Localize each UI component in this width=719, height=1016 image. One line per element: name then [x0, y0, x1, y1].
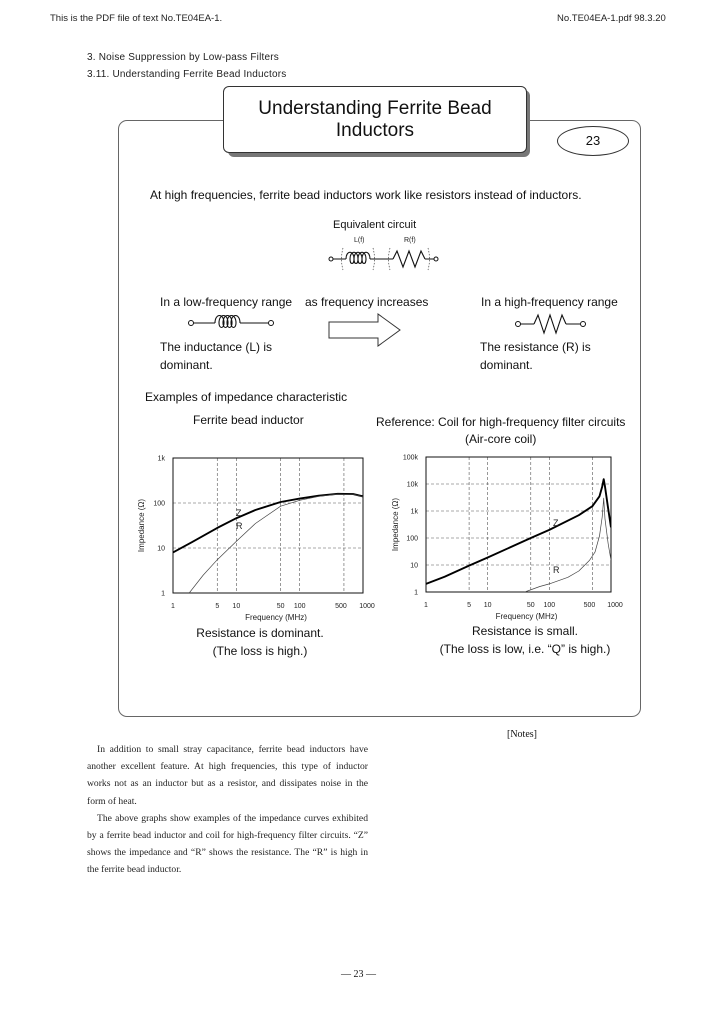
- x-tick-label: 500: [583, 602, 596, 609]
- left-conclusion-2: (The loss is high.): [212, 644, 308, 658]
- x-tick-label: 50: [276, 603, 285, 610]
- examples-label: Examples of impedance characteristic: [145, 390, 348, 404]
- y-tick-label: 100: [153, 500, 165, 508]
- series-z-line: [426, 479, 611, 584]
- intro-text: At high frequencies, ferrite bead inductors work like resistors instead of inductors.: [150, 188, 582, 202]
- chapter-heading: 3. Noise Suppression by Low-pass Filters: [87, 52, 279, 63]
- x-tick-label: 5: [467, 602, 472, 609]
- equiv-r-label: R(f): [404, 237, 416, 244]
- right-conclusion-2: (The loss is low, i.e. “Q” is high.): [439, 642, 611, 656]
- equiv-circuit-diagram: [325, 232, 445, 272]
- y-tick-label: 10: [410, 562, 418, 570]
- body-text: [87, 741, 368, 879]
- y-tick-label: 1k: [157, 455, 165, 463]
- equiv-terminal-left: [329, 257, 333, 261]
- series-z-label: Z: [236, 508, 242, 518]
- y-tick-label: 1: [414, 589, 418, 597]
- x-tick-label: 1000: [359, 603, 375, 610]
- low-range-label: In a low-frequency range: [160, 295, 293, 309]
- y-tick-label: 10k: [406, 481, 418, 489]
- y-tick-label: 10: [157, 545, 165, 553]
- series-r-line: [525, 498, 611, 592]
- low-desc-line1: The inductance (L) is: [160, 340, 273, 354]
- x-tick-label: 10: [232, 603, 241, 610]
- x-tick-label: 5: [215, 603, 220, 610]
- notes-label: [Notes]: [507, 729, 537, 740]
- x-tick-label: 50: [526, 602, 535, 609]
- y-tick-label: 100: [406, 535, 418, 543]
- y-tick-label: 1k: [410, 508, 418, 516]
- series-r-line: [189, 494, 363, 593]
- right-conclusion-1: Resistance is small.: [471, 624, 579, 638]
- series-r-label: R: [553, 565, 560, 575]
- x-tick-label: 100: [543, 602, 556, 609]
- x-tick-label: 1: [424, 602, 428, 609]
- ferrite-chart-caption: Ferrite bead inductor: [193, 413, 304, 427]
- series-z-label: Z: [553, 518, 559, 528]
- header-right: No.TE04EA-1.pdf 98.3.20: [557, 13, 666, 24]
- slide-title: [223, 86, 527, 153]
- slide-title-line1: Understanding Ferrite Bead: [258, 97, 492, 119]
- equiv-l-label: L(f): [354, 237, 365, 244]
- page-footer: — 23 —: [341, 969, 376, 980]
- x-tick-label: 100: [293, 603, 306, 610]
- x-tick-label: 1: [171, 603, 175, 610]
- aircore-impedance-chart: [385, 445, 630, 625]
- x-axis-label: Frequency (MHz): [495, 612, 558, 621]
- y-axis-label: Impedance (Ω): [391, 497, 400, 552]
- body-paragraph-1: In addition to small stray capacitance, ferrite bead inductors have another excellent feature. At high frequencies, this type of inductor works not as an inductor but as a resistor, and dissipates noise in the form of heat.: [87, 744, 368, 807]
- ferrite-impedance-chart: [130, 445, 390, 625]
- equiv-inductor-symbol: [346, 252, 370, 263]
- y-tick-label: 1: [161, 590, 165, 598]
- x-axis-label: Frequency (MHz): [245, 613, 307, 622]
- x-tick-label: 10: [483, 602, 492, 609]
- equiv-resistor-symbol: [393, 251, 425, 267]
- inductor-symbol: [185, 310, 280, 336]
- y-axis-label: Impedance (Ω): [137, 498, 146, 553]
- as-frequency-label: as frequency increases: [305, 295, 429, 309]
- slide-number: 23: [557, 126, 629, 156]
- low-desc-line2: dominant.: [160, 358, 213, 372]
- ref-chart-caption-1: Reference: Coil for high-frequency filter circuits: [376, 415, 626, 429]
- left-conclusion-1: Resistance is dominant.: [196, 626, 324, 640]
- body-paragraph-2: The above graphs show examples of the impedance curves exhibited by a ferrite bead inductor and coil for high-frequency filter circuits. “Z” shows the impedance and “R” shows the resistance. The “R” is high in the ferrite bead inductor.: [87, 812, 368, 876]
- resistor-symbol: [512, 311, 592, 337]
- high-range-label: In a high-frequency range: [481, 295, 618, 309]
- header-left: This is the PDF file of text No.TE04EA-1.: [50, 13, 223, 24]
- series-z-line: [173, 494, 363, 553]
- section-heading: 3.11. Understanding Ferrite Bead Inductors: [87, 69, 287, 80]
- x-tick-label: 500: [335, 603, 347, 610]
- increase-arrow-icon: [328, 313, 402, 347]
- high-desc-line1: The resistance (R) is: [480, 340, 591, 354]
- equiv-terminal-right: [434, 257, 438, 261]
- high-desc-line2: dominant.: [480, 358, 533, 372]
- slide-title-line2: Inductors: [335, 119, 415, 141]
- plot-frame: [173, 458, 363, 593]
- y-tick-label: 100k: [402, 454, 418, 462]
- x-tick-label: 1000: [607, 602, 623, 609]
- equiv-circuit-label: Equivalent circuit: [333, 219, 417, 231]
- ref-chart-caption-2: (Air-core coil): [465, 432, 537, 446]
- series-r-label: R: [236, 521, 243, 531]
